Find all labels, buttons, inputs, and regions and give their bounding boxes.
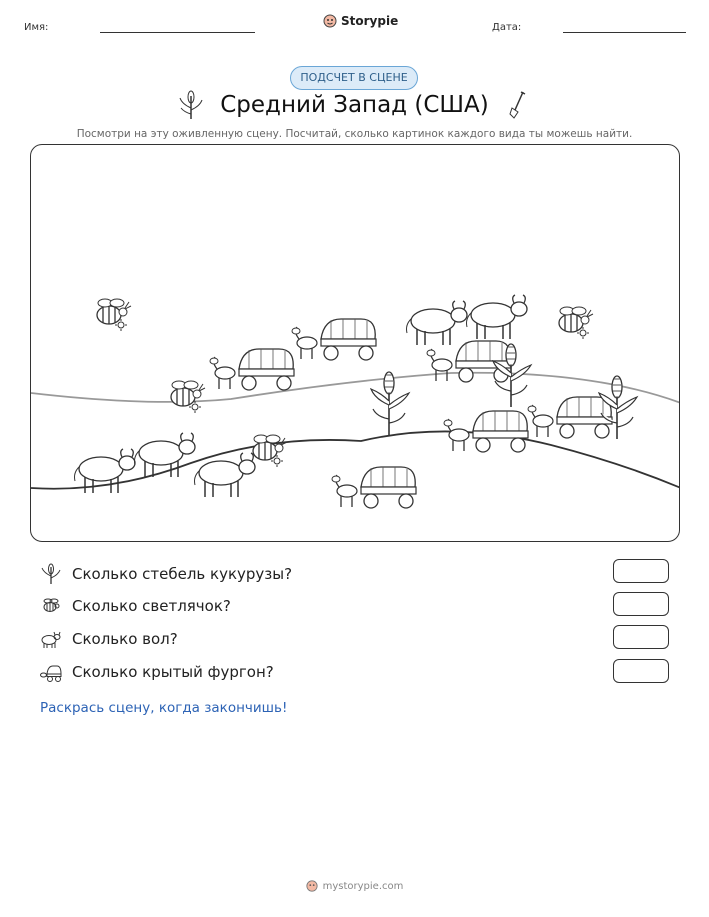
question-text: Сколько крытый фургон? xyxy=(72,663,274,681)
ox-icon xyxy=(40,628,62,650)
question-text: Сколько стебель кукурузы? xyxy=(72,565,293,583)
firefly-icon xyxy=(40,595,62,617)
storypie-logo-icon xyxy=(306,880,318,892)
coloring-note: Раскрась сцену, когда закончишь! xyxy=(40,700,288,716)
answer-box-corn[interactable] xyxy=(613,559,669,583)
answer-box-wagon[interactable] xyxy=(613,659,669,683)
footer-site[interactable]: mystorypie.com xyxy=(322,880,404,892)
question-row-wagon xyxy=(40,659,680,685)
name-line[interactable] xyxy=(100,32,255,33)
question-text: Сколько вол? xyxy=(72,630,178,648)
instructions: Посмотри на эту оживленную сцену. Посчитай, сколько картинок каждого вида ты можешь найти. xyxy=(76,128,633,140)
shovel-icon xyxy=(508,90,528,124)
covered-wagon-icon xyxy=(40,661,62,683)
brand-name: Storypie xyxy=(341,14,399,28)
footer xyxy=(0,880,709,892)
question-row-firefly xyxy=(40,593,680,619)
page-title: Средний Запад (США) xyxy=(220,92,489,118)
brand-logo xyxy=(323,14,398,28)
answer-box-ox[interactable] xyxy=(613,625,669,649)
scene-illustration xyxy=(31,145,680,542)
question-row-corn xyxy=(40,561,680,587)
date-label: Дата: xyxy=(492,22,522,33)
question-row-ox xyxy=(40,626,680,652)
corn-stalk-icon xyxy=(40,563,62,585)
question-text: Сколько светлячок? xyxy=(72,597,231,615)
storypie-logo-icon xyxy=(323,14,337,28)
name-label: Имя: xyxy=(24,22,49,33)
counting-scene xyxy=(30,144,680,542)
activity-badge: ПОДСЧЕТ В СЦЕНЕ xyxy=(290,66,418,90)
answer-box-firefly[interactable] xyxy=(613,592,669,616)
date-line[interactable] xyxy=(563,32,686,33)
